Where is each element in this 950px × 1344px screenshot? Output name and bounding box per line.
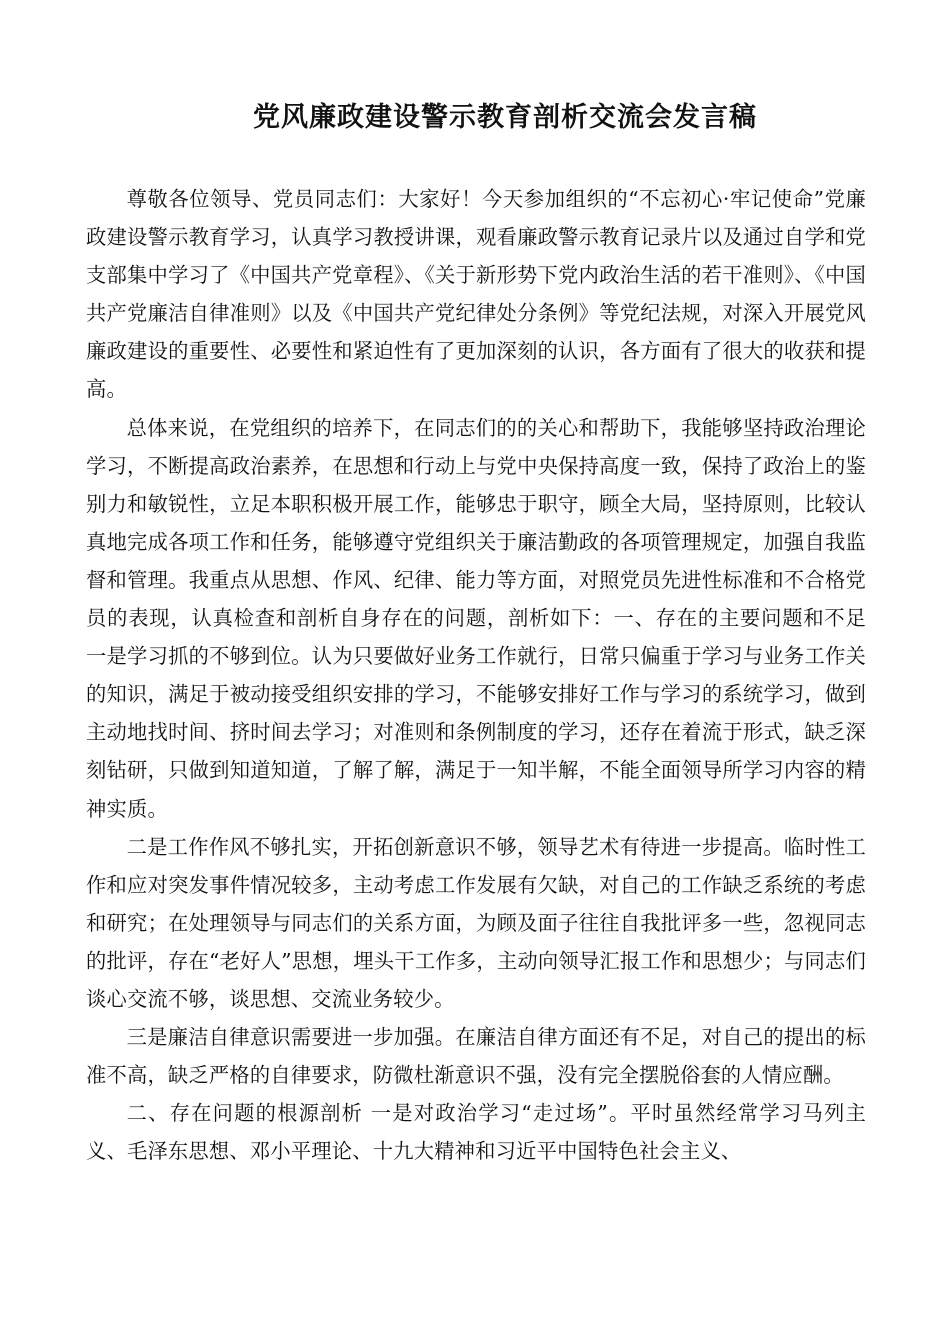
paragraph-self-discipline: 三是廉洁自律意识需要进一步加强。在廉洁自律方面还有不足，对自己的提出的标准不高，缺乏严格的自律要求，防微杜渐意识不强，没有完全摆脱俗套的人情应酬。 xyxy=(86,1025,866,1088)
document-body xyxy=(86,180,866,1170)
paragraph-root-cause: 二、存在问题的根源剖析 一是对政治学习“走过场”。平时虽然经常学习马列主义、毛泽东思想、邓小平理论、十九大精神和习近平中国特色社会主义、 xyxy=(86,1101,866,1164)
paragraph-overview: 总体来说，在党组织的培养下，在同志们的的关心和帮助下，我能够坚持政治理论学习，不断提高政治素养，在思想和行动上与党中央保持高度一致，保持了政治上的鉴别力和敏锐性，立足本职积极开展工作，能够忠于职守，顾全大局，坚持原则，比较认真地完成各项工作和任务，能够遵守党组织关于廉洁勤政的各项管理规定，加强自我监督和管理。我重点从思想、作风、纪律、能力等方面，对照党员先进性标准和不合格党员的表现，认真检查和剖析自身存在的问题，剖析如下：一、存在的主要问题和不足 一是学习抓的不够到位。认为只要做好业务工作就行，日常只偏重于学习与业务工作关的知识，满足于被动接受组织安排的学习，不能够安排好工作与学习的系统学习，做到主动地找时间、挤时间去学习；对准则和条例制度的学习，还存在着流于形式，缺乏深刻钻研，只做到知道知道，了解了解，满足于一知半解，不能全面领导所学习内容的精神实质。 xyxy=(86,415,866,821)
paragraph-greeting: 尊敬各位领导、党员同志们：大家好！今天参加组织的“不忘初心·牢记使命”党廉政建设警示教育学习，认真学习教授讲课，观看廉政警示教育记录片以及通过自学和党支部集中学习了《中国共产党章程》、《关于新形势下党内政治生活的若干准则》、《中国共产党廉洁自律准则》以及《中国共产党纪律处分条例》等党纪法规，对深入开展党风廉政建设的重要性、必要性和紧迫性有了更加深刻的认识，各方面有了很大的收获和提高。 xyxy=(86,187,866,402)
document-title: 党风廉政建设警示教育剖析交流会发言稿 xyxy=(253,102,757,133)
paragraph-work-style: 二是工作作风不够扎实，开拓创新意识不够，领导艺术有待进一步提高。临时性工作和应对突发事件情况较多，主动考虑工作发展有欠缺，对自己的工作缺乏系统的考虑和研究；在处理领导与同志们的关系方面，为顾及面子往往自我批评多一些，忽视同志的批评，存在“老好人”思想，埋头干工作多，主动向领导汇报工作和思想少；与同志们谈心交流不够，谈思想、交流业务较少。 xyxy=(86,834,866,1011)
